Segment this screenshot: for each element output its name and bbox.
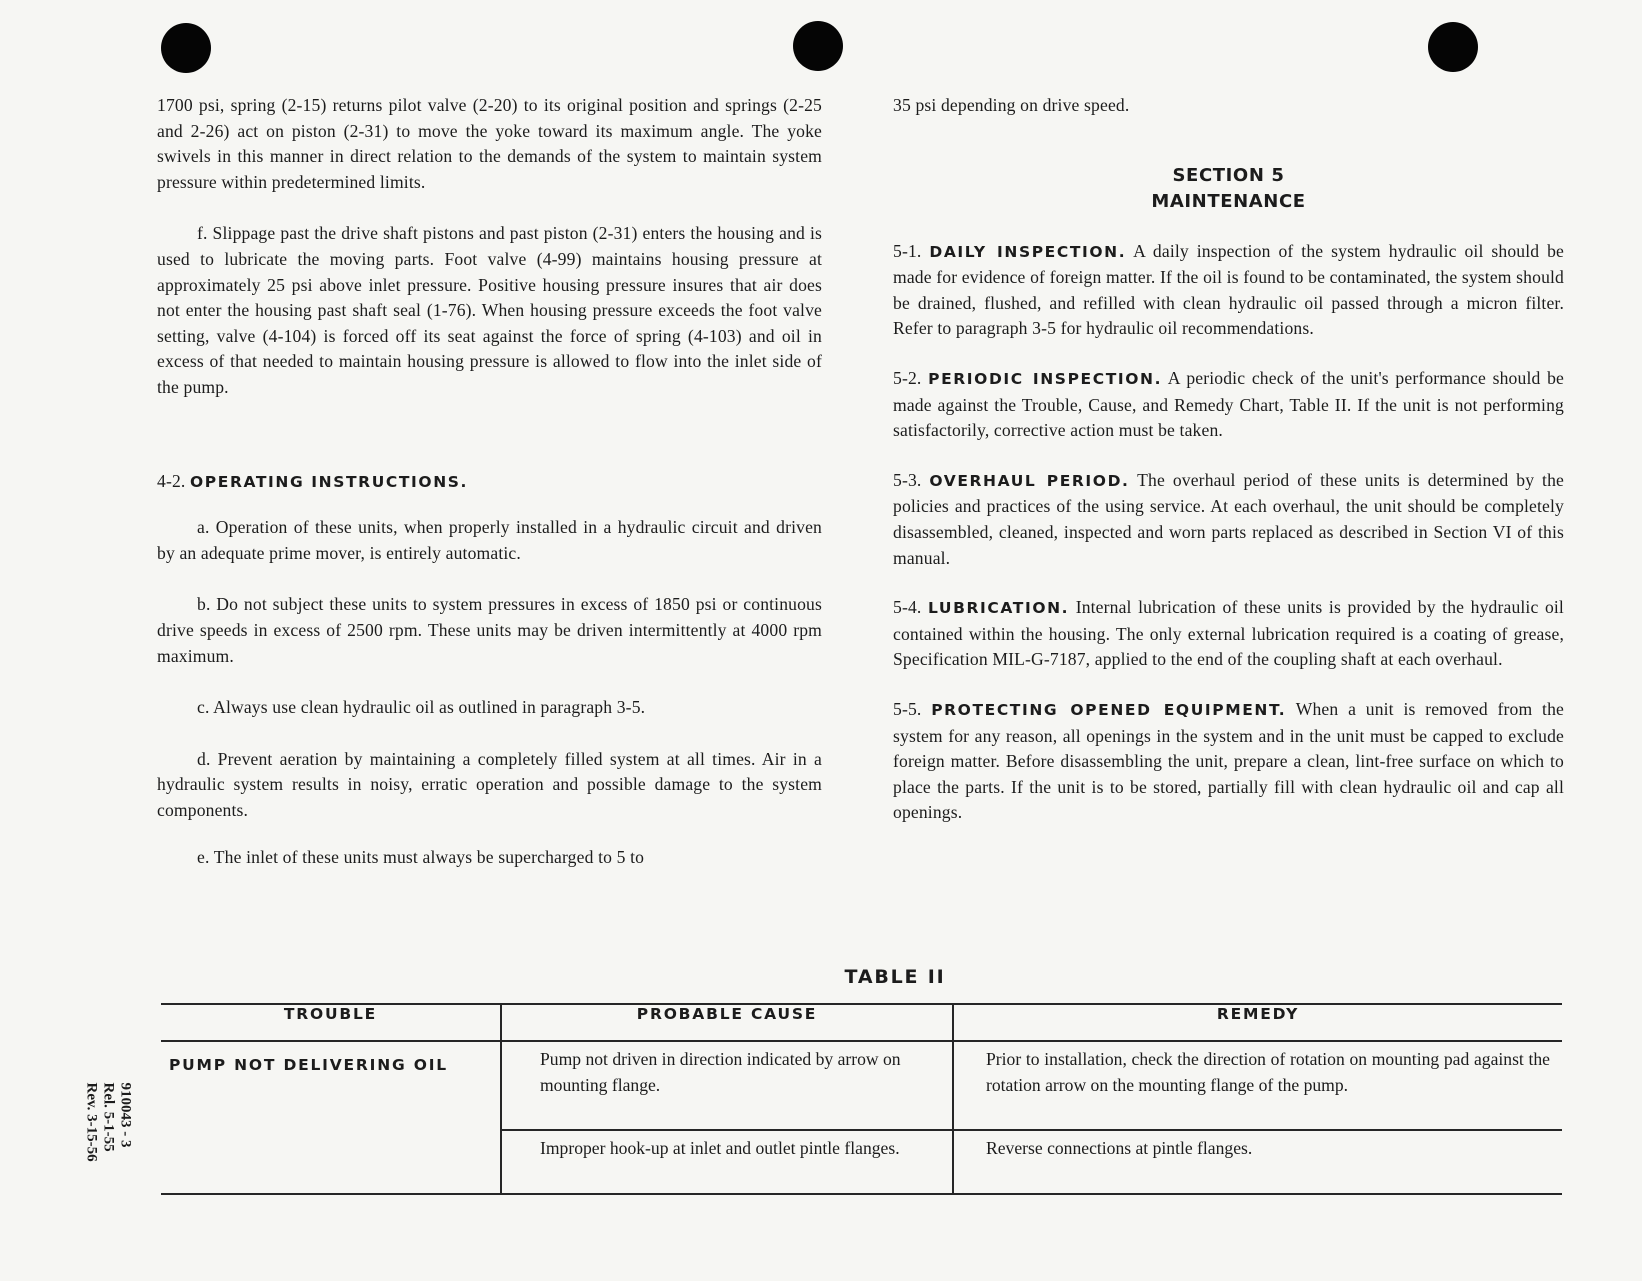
column-header-cause: PROBABLE CAUSE <box>501 1004 953 1041</box>
heading-number: 4-2. <box>157 470 186 491</box>
paragraph-number: 5-2. <box>893 367 922 388</box>
paragraph-c: c. Always use clean hydraulic oil as outlined in paragraph 3-5. <box>197 697 646 718</box>
trouble-cell: PUMP NOT DELIVERING OIL <box>161 1041 501 1194</box>
paragraph-number: 5-5. <box>893 698 922 719</box>
column-header-remedy: REMEDY <box>953 1004 1562 1041</box>
paragraph-text: Internal lubrication of these units is provided by the hydraulic oil contained within the housing. The only external lubrication required is a coating of grease, Specification MIL-G-7187, applied to the end of the coupling shaft at each overhaul. <box>893 597 1564 670</box>
punch-hole-center <box>793 21 843 71</box>
paragraph-text: When a unit is removed from the system for any reason, all openings in the system and in the unit must be capped to exclude foreign matter. Before disassembling the unit, prepare a clean, lint-free surface on which to place the parts. If the unit is to be stored, partially fill with clean hydraulic oil and cap all openings. <box>893 698 1565 823</box>
paragraph-number: 5-1. <box>893 240 922 261</box>
paragraph-d: d. Prevent aeration by maintaining a completely filled system at all times. Air in a hydraulic system results in noisy, erratic operation and possible damage to the system components. <box>157 748 822 820</box>
paragraph-text: The overhaul period of these units is determined by the policies and practices of the using service. At each overhaul, the unit should be completely disassembled, cleaned, inspected and worn parts replaced as described in Section VI of this manual. <box>893 469 1564 568</box>
paragraph-5-2 <box>893 366 1564 444</box>
paragraph-5-5 <box>893 697 1564 826</box>
remedy-cell: Reverse connections at pintle flanges. <box>953 1130 1562 1194</box>
paragraph-heading: OVERHAUL PERIOD. <box>929 471 1130 490</box>
punch-hole-right <box>1428 22 1478 72</box>
paragraph-heading: PERIODIC INSPECTION. <box>928 369 1163 388</box>
table-title: TABLE II <box>844 966 946 988</box>
heading-text: OPERATING INSTRUCTIONS. <box>190 472 469 491</box>
cause-cell: Pump not driven in direction indicated by arrow on mounting flange. <box>501 1041 953 1130</box>
table-row <box>161 1041 1562 1130</box>
paragraph-b: b. Do not subject these units to system pressures in excess of 1850 psi or continuous drive speeds in excess of 2500 rpm. These units may be driven intermittently at 4000 rpm maximum. <box>157 594 822 666</box>
remedy-cell: Prior to installation, check the direction of rotation on mounting pad against the rotation arrow on the mounting flange of the pump. <box>953 1041 1562 1130</box>
paragraph-heading: PROTECTING OPENED EQUIPMENT. <box>931 700 1287 719</box>
right-column <box>893 93 1564 826</box>
paragraph-heading: LUBRICATION. <box>927 599 1070 618</box>
paragraph-5-1 <box>893 239 1564 342</box>
paragraph-heading: DAILY INSPECTION. <box>929 242 1127 261</box>
paragraph-e: e. The inlet of these units must always be supercharged to 5 to <box>197 847 645 868</box>
paragraph-pilot-valve: 1700 psi, spring (2-15) returns pilot valve (2-20) to its original position and springs (2-25 and 2-26) act on piston (2-31) to move the yoke toward its maximum angle. The yoke swivels in this manner in direct relation to the demands of the system to maintain system pressure within predetermined limits. <box>157 95 822 192</box>
section-name: MAINTENANCE <box>1151 190 1306 212</box>
table-header-row <box>161 1004 1562 1041</box>
paragraph-5-3 <box>893 468 1564 571</box>
paragraph-a: a. Operation of these units, when properly installed in a hydraulic circuit and driven by an adequate prime mover, is entirely automatic. <box>157 517 822 563</box>
paragraph-number: 5-3. <box>893 469 922 490</box>
paragraph-f: f. Slippage past the drive shaft pistons and past piston (2-31) enters the housing and is used to lubricate the moving parts. Foot valve (4-99) maintains housing pressure at approximately 25 psi above inlet pressure. Positive housing pressure insures that air does not enter the housing past shaft seal (1-76). When housing pressure exceeds the foot valve setting, valve (4-104) is forced off its seat against the force of spring (4-103) and oil in excess of that needed to maintain housing pressure is allowed to flow into the inlet side of the pump. <box>157 223 822 397</box>
paragraph-continued: 35 psi depending on drive speed. <box>893 95 1130 115</box>
paragraph-number: 5-4. <box>893 597 922 618</box>
cause-cell: Improper hook-up at inlet and outlet pintle flanges. <box>501 1130 953 1194</box>
trouble-table <box>161 1003 1562 1195</box>
punch-hole-left <box>161 23 211 73</box>
paragraph-5-4 <box>893 595 1564 673</box>
document-number <box>78 1082 138 1212</box>
column-header-trouble: TROUBLE <box>161 1004 501 1041</box>
revision-date-line: Rev. 3-15-56 <box>83 1082 100 1162</box>
operating-instructions-heading <box>157 469 822 496</box>
paragraph-text: A periodic check of the unit's performance should be made against the Trouble, Cause, and Remedy Chart, Table II. If the unit is not performing satisfactorily, corrective action must be taken. <box>893 367 1565 441</box>
release-date-line: Rel. 5-1-55 <box>100 1082 117 1152</box>
paragraph-text: A daily inspection of the system hydraulic oil should be made for evidence of foreign matter. If the oil is found to be contaminated, the system should be drained, flushed, and refilled with clean hydraulic oil passed through a micron filter. Refer to paragraph 3-5 for hydraulic oil recommendations. <box>893 240 1565 339</box>
left-column <box>157 93 822 871</box>
document-number-line: 910043 - 3 <box>117 1082 134 1148</box>
section-number: SECTION 5 <box>1172 164 1285 186</box>
section-heading <box>893 163 1564 215</box>
